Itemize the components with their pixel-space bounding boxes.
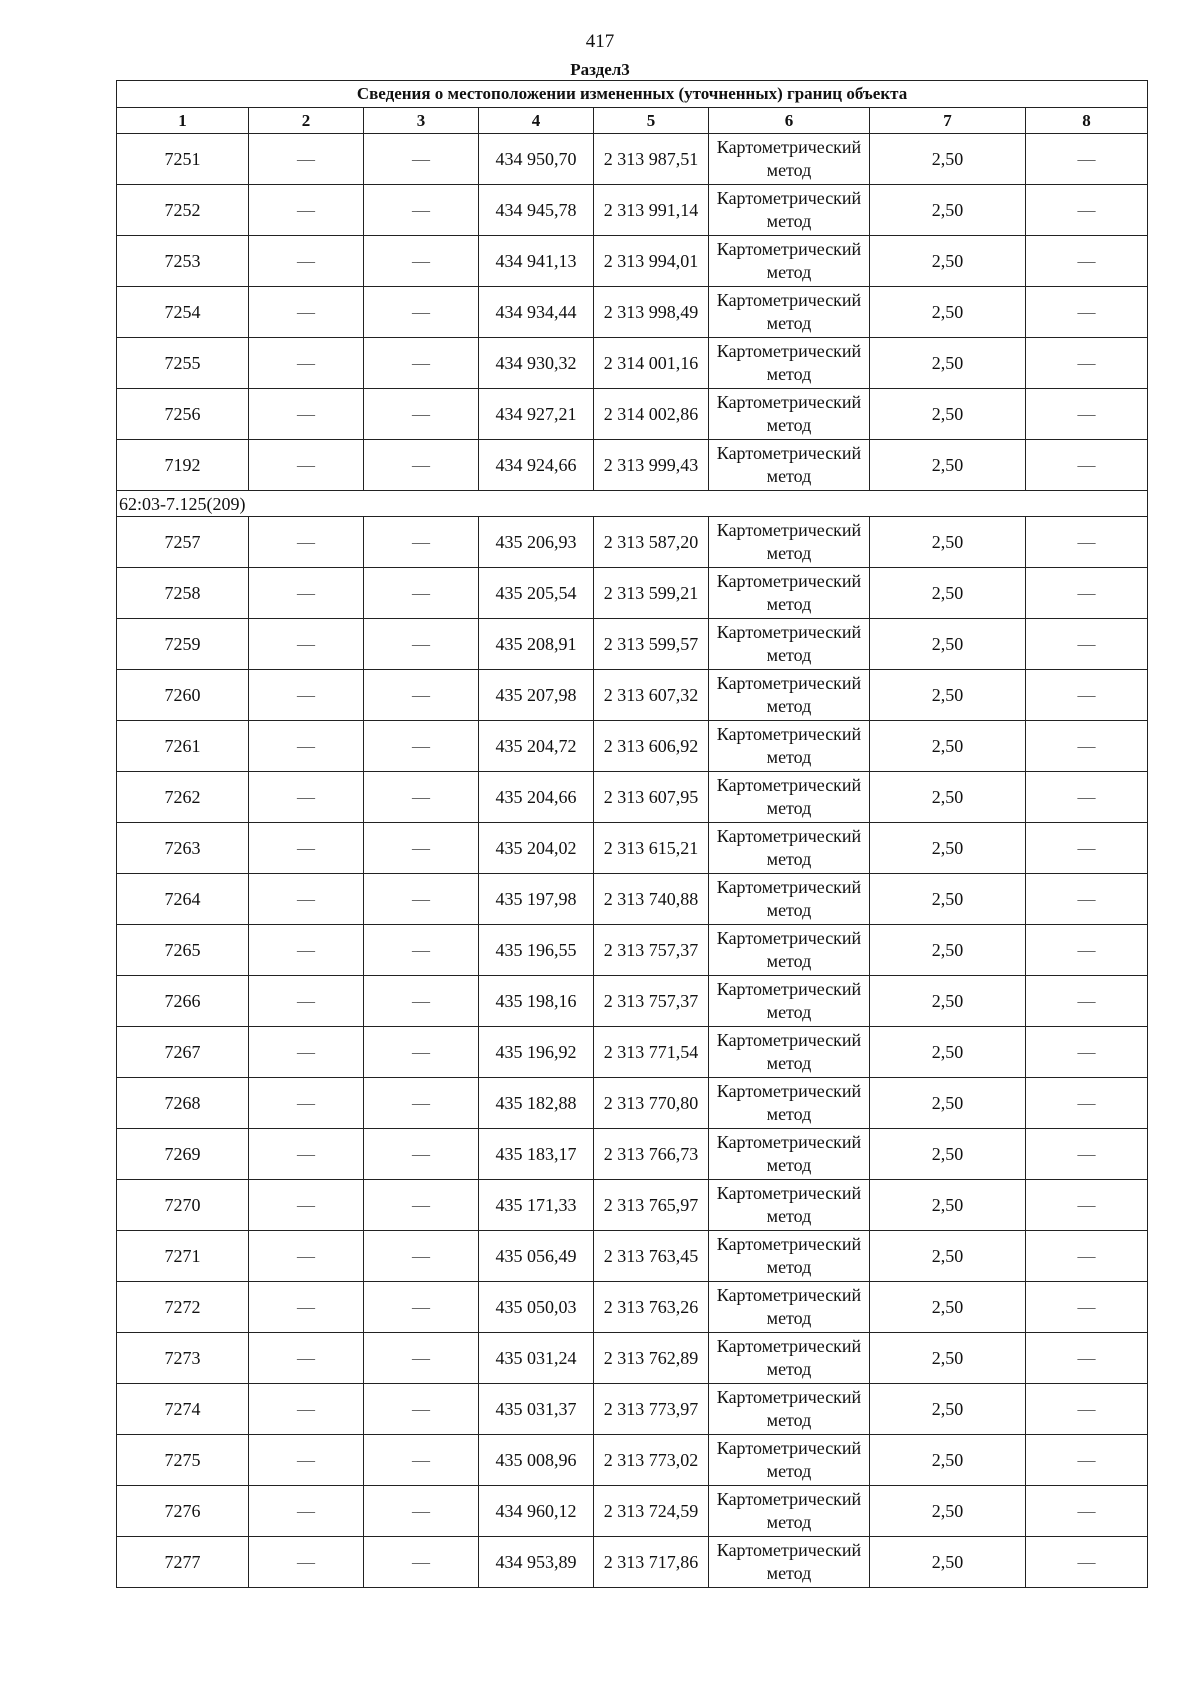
method-cell: Картометрический метод bbox=[709, 440, 870, 491]
accuracy-cell: 2,50 bbox=[870, 1537, 1026, 1588]
cell-col-3: — bbox=[364, 619, 479, 670]
method-cell: Картометрический метод bbox=[709, 1333, 870, 1384]
cell-col-8: — bbox=[1026, 925, 1148, 976]
coordinate-x-cell: 435 050,03 bbox=[479, 1282, 594, 1333]
coordinate-x-cell: 435 207,98 bbox=[479, 670, 594, 721]
accuracy-cell: 2,50 bbox=[870, 1486, 1026, 1537]
table-row bbox=[117, 338, 1148, 389]
method-cell: Картометрический метод bbox=[709, 134, 870, 185]
point-number-cell: 7271 bbox=[117, 1231, 249, 1282]
coordinate-y-cell: 2 313 599,57 bbox=[594, 619, 709, 670]
cell-col-8: — bbox=[1026, 823, 1148, 874]
cell-col-2: — bbox=[249, 1129, 364, 1180]
page-number: 417 bbox=[585, 31, 615, 52]
method-cell: Картометрический метод bbox=[709, 185, 870, 236]
cell-col-3: — bbox=[364, 389, 479, 440]
cell-col-8: — bbox=[1026, 1129, 1148, 1180]
coordinate-y-cell: 2 313 740,88 bbox=[594, 874, 709, 925]
point-number-cell: 7254 bbox=[117, 287, 249, 338]
coordinate-y-cell: 2 313 763,26 bbox=[594, 1282, 709, 1333]
table-row bbox=[117, 874, 1148, 925]
accuracy-cell: 2,50 bbox=[870, 925, 1026, 976]
method-cell: Картометрический метод bbox=[709, 1078, 870, 1129]
cell-col-8: — bbox=[1026, 338, 1148, 389]
cell-col-8: — bbox=[1026, 1384, 1148, 1435]
column-header: 7 bbox=[870, 108, 1026, 134]
method-cell: Картометрический метод bbox=[709, 772, 870, 823]
coordinate-x-cell: 435 008,96 bbox=[479, 1435, 594, 1486]
cell-col-8: — bbox=[1026, 1537, 1148, 1588]
coordinate-x-cell: 435 204,66 bbox=[479, 772, 594, 823]
cell-col-8: — bbox=[1026, 134, 1148, 185]
table-row bbox=[117, 670, 1148, 721]
cell-col-3: — bbox=[364, 568, 479, 619]
point-number-cell: 7277 bbox=[117, 1537, 249, 1588]
point-number-cell: 7269 bbox=[117, 1129, 249, 1180]
method-cell: Картометрический метод bbox=[709, 1537, 870, 1588]
accuracy-cell: 2,50 bbox=[870, 440, 1026, 491]
table-row bbox=[117, 287, 1148, 338]
method-cell: Картометрический метод bbox=[709, 1486, 870, 1537]
coordinate-x-cell: 435 031,24 bbox=[479, 1333, 594, 1384]
accuracy-cell: 2,50 bbox=[870, 1384, 1026, 1435]
coordinate-x-cell: 435 171,33 bbox=[479, 1180, 594, 1231]
cell-col-2: — bbox=[249, 1333, 364, 1384]
cell-col-3: — bbox=[364, 1078, 479, 1129]
coordinate-x-cell: 434 960,12 bbox=[479, 1486, 594, 1537]
point-number-cell: 7258 bbox=[117, 568, 249, 619]
cell-col-8: — bbox=[1026, 1282, 1148, 1333]
cell-col-2: — bbox=[249, 1384, 364, 1435]
cell-col-8: — bbox=[1026, 721, 1148, 772]
cell-col-8: — bbox=[1026, 1180, 1148, 1231]
accuracy-cell: 2,50 bbox=[870, 1129, 1026, 1180]
cell-col-3: — bbox=[364, 1282, 479, 1333]
cell-col-2: — bbox=[249, 389, 364, 440]
cell-col-3: — bbox=[364, 236, 479, 287]
cell-col-2: — bbox=[249, 1435, 364, 1486]
table-row bbox=[117, 721, 1148, 772]
point-number-cell: 7252 bbox=[117, 185, 249, 236]
method-cell: Картометрический метод bbox=[709, 1129, 870, 1180]
table-row bbox=[117, 1486, 1148, 1537]
column-header: 2 bbox=[249, 108, 364, 134]
table-row bbox=[117, 236, 1148, 287]
coordinate-x-cell: 435 196,55 bbox=[479, 925, 594, 976]
table-caption-row bbox=[117, 81, 1148, 108]
coordinate-x-cell: 434 924,66 bbox=[479, 440, 594, 491]
accuracy-cell: 2,50 bbox=[870, 772, 1026, 823]
cell-col-2: — bbox=[249, 1231, 364, 1282]
cell-col-3: — bbox=[364, 287, 479, 338]
accuracy-cell: 2,50 bbox=[870, 1282, 1026, 1333]
cell-col-8: — bbox=[1026, 1231, 1148, 1282]
point-number-cell: 7256 bbox=[117, 389, 249, 440]
coordinate-x-cell: 435 204,72 bbox=[479, 721, 594, 772]
method-cell: Картометрический метод bbox=[709, 1180, 870, 1231]
accuracy-cell: 2,50 bbox=[870, 823, 1026, 874]
point-number-cell: 7275 bbox=[117, 1435, 249, 1486]
cell-col-2: — bbox=[249, 874, 364, 925]
method-cell: Картометрический метод bbox=[709, 670, 870, 721]
coordinate-x-cell: 434 953,89 bbox=[479, 1537, 594, 1588]
coordinate-y-cell: 2 313 607,32 bbox=[594, 670, 709, 721]
accuracy-cell: 2,50 bbox=[870, 517, 1026, 568]
cell-col-2: — bbox=[249, 1078, 364, 1129]
table-row bbox=[117, 185, 1148, 236]
point-number-cell: 7268 bbox=[117, 1078, 249, 1129]
coordinate-x-cell: 435 196,92 bbox=[479, 1027, 594, 1078]
table-row bbox=[117, 134, 1148, 185]
point-number-cell: 7192 bbox=[117, 440, 249, 491]
boundary-coordinates-table bbox=[116, 80, 1148, 1588]
coordinate-x-cell: 434 934,44 bbox=[479, 287, 594, 338]
accuracy-cell: 2,50 bbox=[870, 976, 1026, 1027]
coordinate-x-cell: 435 204,02 bbox=[479, 823, 594, 874]
column-header: 6 bbox=[709, 108, 870, 134]
cell-col-2: — bbox=[249, 1027, 364, 1078]
cell-col-3: — bbox=[364, 338, 479, 389]
coordinate-y-cell: 2 313 717,86 bbox=[594, 1537, 709, 1588]
cell-col-2: — bbox=[249, 517, 364, 568]
cell-col-2: — bbox=[249, 287, 364, 338]
table-row bbox=[117, 772, 1148, 823]
cell-col-3: — bbox=[364, 1384, 479, 1435]
cell-col-8: — bbox=[1026, 389, 1148, 440]
cell-col-2: — bbox=[249, 823, 364, 874]
cell-col-8: — bbox=[1026, 1486, 1148, 1537]
coordinate-y-cell: 2 313 757,37 bbox=[594, 976, 709, 1027]
cell-col-3: — bbox=[364, 1486, 479, 1537]
cell-col-2: — bbox=[249, 1537, 364, 1588]
accuracy-cell: 2,50 bbox=[870, 619, 1026, 670]
cell-col-2: — bbox=[249, 1282, 364, 1333]
cell-col-2: — bbox=[249, 1486, 364, 1537]
cell-col-2: — bbox=[249, 721, 364, 772]
method-cell: Картометрический метод bbox=[709, 976, 870, 1027]
coordinate-y-cell: 2 313 766,73 bbox=[594, 1129, 709, 1180]
method-cell: Картометрический метод bbox=[709, 925, 870, 976]
method-cell: Картометрический метод bbox=[709, 1435, 870, 1486]
point-number-cell: 7270 bbox=[117, 1180, 249, 1231]
coordinate-y-cell: 2 314 001,16 bbox=[594, 338, 709, 389]
accuracy-cell: 2,50 bbox=[870, 670, 1026, 721]
method-cell: Картометрический метод bbox=[709, 874, 870, 925]
cell-col-2: — bbox=[249, 670, 364, 721]
method-cell: Картометрический метод bbox=[709, 1231, 870, 1282]
accuracy-cell: 2,50 bbox=[870, 134, 1026, 185]
coordinate-y-cell: 2 313 999,43 bbox=[594, 440, 709, 491]
section-title: Раздел3 bbox=[570, 60, 630, 79]
cell-col-2: — bbox=[249, 568, 364, 619]
method-cell: Картометрический метод bbox=[709, 338, 870, 389]
coordinate-y-cell: 2 313 991,14 bbox=[594, 185, 709, 236]
method-cell: Картометрический метод bbox=[709, 1282, 870, 1333]
cell-col-2: — bbox=[249, 185, 364, 236]
cell-col-3: — bbox=[364, 134, 479, 185]
cell-col-2: — bbox=[249, 1180, 364, 1231]
cell-col-3: — bbox=[364, 1129, 479, 1180]
coordinate-y-cell: 2 313 770,80 bbox=[594, 1078, 709, 1129]
table-row bbox=[117, 1384, 1148, 1435]
accuracy-cell: 2,50 bbox=[870, 1078, 1026, 1129]
point-number-cell: 7259 bbox=[117, 619, 249, 670]
table-row bbox=[117, 1078, 1148, 1129]
table-row bbox=[117, 440, 1148, 491]
cell-col-8: — bbox=[1026, 1333, 1148, 1384]
coordinate-x-cell: 434 927,21 bbox=[479, 389, 594, 440]
coordinate-y-cell: 2 313 762,89 bbox=[594, 1333, 709, 1384]
table-row bbox=[117, 1027, 1148, 1078]
accuracy-cell: 2,50 bbox=[870, 568, 1026, 619]
cell-col-2: — bbox=[249, 772, 364, 823]
cell-col-2: — bbox=[249, 134, 364, 185]
group-label: 62:03-7.125(209) bbox=[117, 491, 1148, 517]
coordinate-y-cell: 2 313 763,45 bbox=[594, 1231, 709, 1282]
table-row bbox=[117, 1333, 1148, 1384]
cell-col-3: — bbox=[364, 925, 479, 976]
cell-col-2: — bbox=[249, 619, 364, 670]
coordinate-y-cell: 2 313 615,21 bbox=[594, 823, 709, 874]
point-number-cell: 7267 bbox=[117, 1027, 249, 1078]
table-row bbox=[117, 1282, 1148, 1333]
column-header: 8 bbox=[1026, 108, 1148, 134]
column-header-row bbox=[117, 108, 1148, 134]
cell-col-8: — bbox=[1026, 670, 1148, 721]
table-row bbox=[117, 517, 1148, 568]
method-cell: Картометрический метод bbox=[709, 721, 870, 772]
coordinate-x-cell: 435 182,88 bbox=[479, 1078, 594, 1129]
cell-col-8: — bbox=[1026, 287, 1148, 338]
method-cell: Картометрический метод bbox=[709, 389, 870, 440]
table-row bbox=[117, 389, 1148, 440]
accuracy-cell: 2,50 bbox=[870, 1231, 1026, 1282]
accuracy-cell: 2,50 bbox=[870, 1333, 1026, 1384]
point-number-cell: 7274 bbox=[117, 1384, 249, 1435]
coordinate-x-cell: 435 205,54 bbox=[479, 568, 594, 619]
table-caption: Сведения о местоположении измененных (уточненных) границ объекта bbox=[117, 81, 1148, 108]
cell-col-8: — bbox=[1026, 874, 1148, 925]
cell-col-3: — bbox=[364, 1537, 479, 1588]
cell-col-8: — bbox=[1026, 440, 1148, 491]
cell-col-8: — bbox=[1026, 517, 1148, 568]
accuracy-cell: 2,50 bbox=[870, 1435, 1026, 1486]
coordinate-x-cell: 435 208,91 bbox=[479, 619, 594, 670]
accuracy-cell: 2,50 bbox=[870, 338, 1026, 389]
cell-col-8: — bbox=[1026, 568, 1148, 619]
cell-col-3: — bbox=[364, 670, 479, 721]
coordinate-y-cell: 2 313 599,21 bbox=[594, 568, 709, 619]
coordinate-y-cell: 2 313 724,59 bbox=[594, 1486, 709, 1537]
point-number-cell: 7261 bbox=[117, 721, 249, 772]
coordinate-y-cell: 2 313 994,01 bbox=[594, 236, 709, 287]
point-number-cell: 7265 bbox=[117, 925, 249, 976]
cell-col-3: — bbox=[364, 1333, 479, 1384]
cell-col-2: — bbox=[249, 976, 364, 1027]
table-row bbox=[117, 1435, 1148, 1486]
table-row bbox=[117, 1180, 1148, 1231]
cell-col-2: — bbox=[249, 236, 364, 287]
coordinate-y-cell: 2 313 606,92 bbox=[594, 721, 709, 772]
cell-col-3: — bbox=[364, 823, 479, 874]
accuracy-cell: 2,50 bbox=[870, 287, 1026, 338]
point-number-cell: 7276 bbox=[117, 1486, 249, 1537]
cell-col-3: — bbox=[364, 976, 479, 1027]
coordinate-x-cell: 435 206,93 bbox=[479, 517, 594, 568]
table-row bbox=[117, 568, 1148, 619]
point-number-cell: 7273 bbox=[117, 1333, 249, 1384]
method-cell: Картометрический метод bbox=[709, 1027, 870, 1078]
coordinate-y-cell: 2 313 765,97 bbox=[594, 1180, 709, 1231]
point-number-cell: 7272 bbox=[117, 1282, 249, 1333]
point-number-cell: 7266 bbox=[117, 976, 249, 1027]
cell-col-8: — bbox=[1026, 619, 1148, 670]
cell-col-3: — bbox=[364, 185, 479, 236]
cell-col-2: — bbox=[249, 925, 364, 976]
accuracy-cell: 2,50 bbox=[870, 1180, 1026, 1231]
cell-col-3: — bbox=[364, 874, 479, 925]
method-cell: Картометрический метод bbox=[709, 1384, 870, 1435]
coordinate-x-cell: 435 031,37 bbox=[479, 1384, 594, 1435]
cell-col-8: — bbox=[1026, 976, 1148, 1027]
coordinate-x-cell: 434 930,32 bbox=[479, 338, 594, 389]
point-number-cell: 7262 bbox=[117, 772, 249, 823]
coordinate-x-cell: 434 941,13 bbox=[479, 236, 594, 287]
accuracy-cell: 2,50 bbox=[870, 185, 1026, 236]
table-row bbox=[117, 925, 1148, 976]
coordinate-x-cell: 435 183,17 bbox=[479, 1129, 594, 1180]
method-cell: Картометрический метод bbox=[709, 619, 870, 670]
coordinate-x-cell: 434 945,78 bbox=[479, 185, 594, 236]
cell-col-3: — bbox=[364, 721, 479, 772]
coordinate-y-cell: 2 313 757,37 bbox=[594, 925, 709, 976]
coordinate-y-cell: 2 313 773,97 bbox=[594, 1384, 709, 1435]
coordinate-y-cell: 2 313 771,54 bbox=[594, 1027, 709, 1078]
table-row bbox=[117, 1231, 1148, 1282]
cell-col-3: — bbox=[364, 1027, 479, 1078]
column-header: 1 bbox=[117, 108, 249, 134]
point-number-cell: 7263 bbox=[117, 823, 249, 874]
method-cell: Картометрический метод bbox=[709, 823, 870, 874]
cell-col-8: — bbox=[1026, 772, 1148, 823]
cell-col-2: — bbox=[249, 440, 364, 491]
table-row bbox=[117, 1129, 1148, 1180]
coordinate-x-cell: 435 198,16 bbox=[479, 976, 594, 1027]
coordinate-y-cell: 2 313 987,51 bbox=[594, 134, 709, 185]
table-row bbox=[117, 823, 1148, 874]
cell-col-2: — bbox=[249, 338, 364, 389]
method-cell: Картометрический метод bbox=[709, 287, 870, 338]
cell-col-3: — bbox=[364, 1435, 479, 1486]
cell-col-8: — bbox=[1026, 1435, 1148, 1486]
point-number-cell: 7253 bbox=[117, 236, 249, 287]
point-number-cell: 7264 bbox=[117, 874, 249, 925]
coordinate-y-cell: 2 313 587,20 bbox=[594, 517, 709, 568]
table-row bbox=[117, 619, 1148, 670]
method-cell: Картометрический метод bbox=[709, 568, 870, 619]
method-cell: Картометрический метод bbox=[709, 236, 870, 287]
cell-col-8: — bbox=[1026, 236, 1148, 287]
method-cell: Картометрический метод bbox=[709, 517, 870, 568]
cell-col-8: — bbox=[1026, 1078, 1148, 1129]
accuracy-cell: 2,50 bbox=[870, 389, 1026, 440]
cell-col-3: — bbox=[364, 440, 479, 491]
point-number-cell: 7257 bbox=[117, 517, 249, 568]
accuracy-cell: 2,50 bbox=[870, 1027, 1026, 1078]
table-row bbox=[117, 1537, 1148, 1588]
column-header: 4 bbox=[479, 108, 594, 134]
column-header: 3 bbox=[364, 108, 479, 134]
group-row bbox=[117, 491, 1148, 517]
point-number-cell: 7251 bbox=[117, 134, 249, 185]
accuracy-cell: 2,50 bbox=[870, 236, 1026, 287]
coordinate-y-cell: 2 313 998,49 bbox=[594, 287, 709, 338]
coordinate-x-cell: 435 056,49 bbox=[479, 1231, 594, 1282]
accuracy-cell: 2,50 bbox=[870, 721, 1026, 772]
point-number-cell: 7260 bbox=[117, 670, 249, 721]
cell-col-3: — bbox=[364, 517, 479, 568]
cell-col-3: — bbox=[364, 1180, 479, 1231]
table-row bbox=[117, 976, 1148, 1027]
cell-col-3: — bbox=[364, 772, 479, 823]
cell-col-3: — bbox=[364, 1231, 479, 1282]
cell-col-8: — bbox=[1026, 1027, 1148, 1078]
column-header: 5 bbox=[594, 108, 709, 134]
coordinate-y-cell: 2 313 773,02 bbox=[594, 1435, 709, 1486]
coordinate-y-cell: 2 314 002,86 bbox=[594, 389, 709, 440]
accuracy-cell: 2,50 bbox=[870, 874, 1026, 925]
cell-col-8: — bbox=[1026, 185, 1148, 236]
point-number-cell: 7255 bbox=[117, 338, 249, 389]
coordinate-x-cell: 435 197,98 bbox=[479, 874, 594, 925]
coordinate-x-cell: 434 950,70 bbox=[479, 134, 594, 185]
coordinate-y-cell: 2 313 607,95 bbox=[594, 772, 709, 823]
